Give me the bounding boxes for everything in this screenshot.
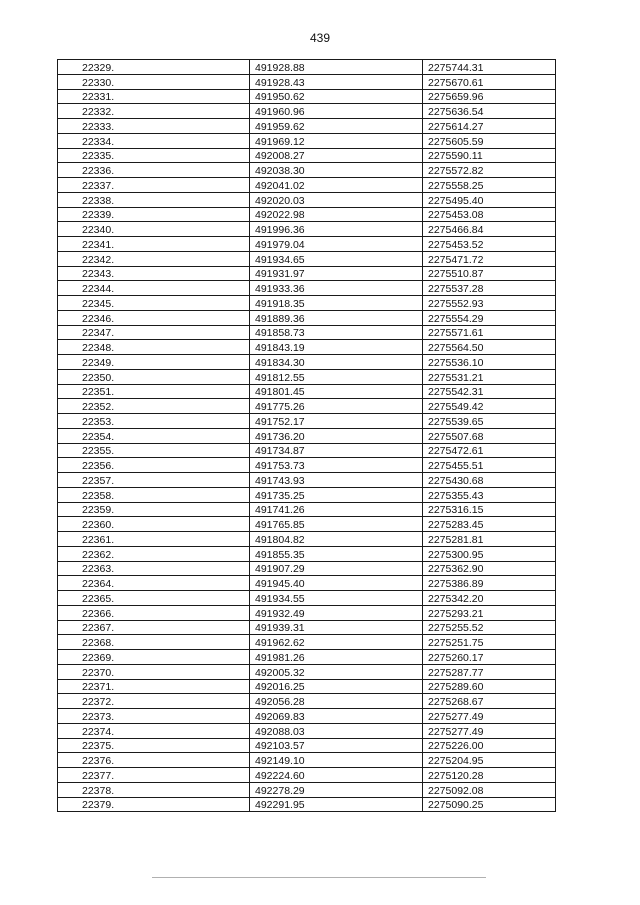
x-coordinate-cell: 491979.04 bbox=[250, 237, 423, 252]
table-row bbox=[58, 192, 556, 207]
point-number-cell: 22356. bbox=[58, 458, 250, 473]
point-number-cell: 22377. bbox=[58, 768, 250, 783]
y-coordinate-cell: 2275659.96 bbox=[423, 89, 556, 104]
x-coordinate-cell: 491743.93 bbox=[250, 473, 423, 488]
y-coordinate-cell: 2275466.84 bbox=[423, 222, 556, 237]
point-number-cell: 22351. bbox=[58, 384, 250, 399]
point-number-cell: 22340. bbox=[58, 222, 250, 237]
table-row bbox=[58, 104, 556, 119]
table-row bbox=[58, 561, 556, 576]
y-coordinate-cell: 2275255.52 bbox=[423, 620, 556, 635]
x-coordinate-cell: 492016.25 bbox=[250, 679, 423, 694]
y-coordinate-cell: 2275670.61 bbox=[423, 74, 556, 89]
point-number-cell: 22330. bbox=[58, 74, 250, 89]
y-coordinate-cell: 2275471.72 bbox=[423, 251, 556, 266]
point-number-cell: 22375. bbox=[58, 738, 250, 753]
y-coordinate-cell: 2275510.87 bbox=[423, 266, 556, 281]
point-number-cell: 22341. bbox=[58, 237, 250, 252]
table-row bbox=[58, 679, 556, 694]
point-number-cell: 22332. bbox=[58, 104, 250, 119]
point-number-cell: 22362. bbox=[58, 546, 250, 561]
point-number-cell: 22339. bbox=[58, 207, 250, 222]
table-row bbox=[58, 753, 556, 768]
table-row bbox=[58, 709, 556, 724]
x-coordinate-cell: 491907.29 bbox=[250, 561, 423, 576]
y-coordinate-cell: 2275554.29 bbox=[423, 310, 556, 325]
y-coordinate-cell: 2275090.25 bbox=[423, 797, 556, 812]
y-coordinate-cell: 2275507.68 bbox=[423, 428, 556, 443]
x-coordinate-cell: 491939.31 bbox=[250, 620, 423, 635]
point-number-cell: 22361. bbox=[58, 532, 250, 547]
table-row bbox=[58, 487, 556, 502]
table-row bbox=[58, 620, 556, 635]
x-coordinate-cell: 491959.62 bbox=[250, 119, 423, 134]
table-row bbox=[58, 768, 556, 783]
table-row bbox=[58, 576, 556, 591]
coordinates-table bbox=[57, 59, 556, 812]
table-row bbox=[58, 178, 556, 193]
y-coordinate-cell: 2275572.82 bbox=[423, 163, 556, 178]
table-row bbox=[58, 738, 556, 753]
table-row bbox=[58, 428, 556, 443]
point-number-cell: 22371. bbox=[58, 679, 250, 694]
point-number-cell: 22369. bbox=[58, 650, 250, 665]
page-number: 439 bbox=[309, 31, 331, 45]
point-number-cell: 22348. bbox=[58, 340, 250, 355]
x-coordinate-cell: 492088.03 bbox=[250, 723, 423, 738]
table-row bbox=[58, 60, 556, 75]
point-number-cell: 22372. bbox=[58, 694, 250, 709]
table-row bbox=[58, 163, 556, 178]
y-coordinate-cell: 2275571.61 bbox=[423, 325, 556, 340]
y-coordinate-cell: 2275092.08 bbox=[423, 782, 556, 797]
y-coordinate-cell: 2275316.15 bbox=[423, 502, 556, 517]
y-coordinate-cell: 2275342.20 bbox=[423, 591, 556, 606]
x-coordinate-cell: 491918.35 bbox=[250, 296, 423, 311]
y-coordinate-cell: 2275549.42 bbox=[423, 399, 556, 414]
point-number-cell: 22360. bbox=[58, 517, 250, 532]
x-coordinate-cell: 492020.03 bbox=[250, 192, 423, 207]
table-row bbox=[58, 546, 556, 561]
y-coordinate-cell: 2275289.60 bbox=[423, 679, 556, 694]
x-coordinate-cell: 491834.30 bbox=[250, 355, 423, 370]
point-number-cell: 22378. bbox=[58, 782, 250, 797]
point-number-cell: 22333. bbox=[58, 119, 250, 134]
point-number-cell: 22357. bbox=[58, 473, 250, 488]
table-row bbox=[58, 473, 556, 488]
point-number-cell: 22370. bbox=[58, 664, 250, 679]
x-coordinate-cell: 491741.26 bbox=[250, 502, 423, 517]
table-row bbox=[58, 591, 556, 606]
table-row bbox=[58, 340, 556, 355]
table-row bbox=[58, 148, 556, 163]
y-coordinate-cell: 2275362.90 bbox=[423, 561, 556, 576]
x-coordinate-cell: 491950.62 bbox=[250, 89, 423, 104]
x-coordinate-cell: 491931.97 bbox=[250, 266, 423, 281]
y-coordinate-cell: 2275386.89 bbox=[423, 576, 556, 591]
point-number-cell: 22364. bbox=[58, 576, 250, 591]
x-coordinate-cell: 491996.36 bbox=[250, 222, 423, 237]
table-row bbox=[58, 207, 556, 222]
point-number-cell: 22358. bbox=[58, 487, 250, 502]
y-coordinate-cell: 2275590.11 bbox=[423, 148, 556, 163]
x-coordinate-cell: 491969.12 bbox=[250, 133, 423, 148]
x-coordinate-cell: 492224.60 bbox=[250, 768, 423, 783]
x-coordinate-cell: 491801.45 bbox=[250, 384, 423, 399]
point-number-cell: 22379. bbox=[58, 797, 250, 812]
x-coordinate-cell: 491933.36 bbox=[250, 281, 423, 296]
y-coordinate-cell: 2275268.67 bbox=[423, 694, 556, 709]
y-coordinate-cell: 2275455.51 bbox=[423, 458, 556, 473]
table-row bbox=[58, 443, 556, 458]
x-coordinate-cell: 492149.10 bbox=[250, 753, 423, 768]
point-number-cell: 22337. bbox=[58, 178, 250, 193]
table-row bbox=[58, 399, 556, 414]
point-number-cell: 22354. bbox=[58, 428, 250, 443]
x-coordinate-cell: 492278.29 bbox=[250, 782, 423, 797]
table-row bbox=[58, 414, 556, 429]
point-number-cell: 22336. bbox=[58, 163, 250, 178]
x-coordinate-cell: 491855.35 bbox=[250, 546, 423, 561]
table-row bbox=[58, 694, 556, 709]
table-row bbox=[58, 635, 556, 650]
table-row bbox=[58, 119, 556, 134]
y-coordinate-cell: 2275564.50 bbox=[423, 340, 556, 355]
y-coordinate-cell: 2275453.08 bbox=[423, 207, 556, 222]
y-coordinate-cell: 2275251.75 bbox=[423, 635, 556, 650]
y-coordinate-cell: 2275531.21 bbox=[423, 369, 556, 384]
point-number-cell: 22363. bbox=[58, 561, 250, 576]
y-coordinate-cell: 2275281.81 bbox=[423, 532, 556, 547]
x-coordinate-cell: 491775.26 bbox=[250, 399, 423, 414]
x-coordinate-cell: 491945.40 bbox=[250, 576, 423, 591]
table-row bbox=[58, 310, 556, 325]
table-row bbox=[58, 532, 556, 547]
y-coordinate-cell: 2275537.28 bbox=[423, 281, 556, 296]
x-coordinate-cell: 492041.02 bbox=[250, 178, 423, 193]
table-row bbox=[58, 782, 556, 797]
table-row bbox=[58, 369, 556, 384]
x-coordinate-cell: 491765.85 bbox=[250, 517, 423, 532]
y-coordinate-cell: 2275636.54 bbox=[423, 104, 556, 119]
table-row bbox=[58, 458, 556, 473]
point-number-cell: 22352. bbox=[58, 399, 250, 414]
table-row bbox=[58, 222, 556, 237]
point-number-cell: 22349. bbox=[58, 355, 250, 370]
x-coordinate-cell: 491928.88 bbox=[250, 60, 423, 75]
point-number-cell: 22365. bbox=[58, 591, 250, 606]
point-number-cell: 22353. bbox=[58, 414, 250, 429]
y-coordinate-cell: 2275495.40 bbox=[423, 192, 556, 207]
y-coordinate-cell: 2275260.17 bbox=[423, 650, 556, 665]
x-coordinate-cell: 492056.28 bbox=[250, 694, 423, 709]
x-coordinate-cell: 491843.19 bbox=[250, 340, 423, 355]
point-number-cell: 22373. bbox=[58, 709, 250, 724]
y-coordinate-cell: 2275430.68 bbox=[423, 473, 556, 488]
point-number-cell: 22335. bbox=[58, 148, 250, 163]
y-coordinate-cell: 2275355.43 bbox=[423, 487, 556, 502]
y-coordinate-cell: 2275472.61 bbox=[423, 443, 556, 458]
table-row bbox=[58, 237, 556, 252]
x-coordinate-cell: 492022.98 bbox=[250, 207, 423, 222]
footer-divider bbox=[152, 877, 486, 878]
table-row bbox=[58, 502, 556, 517]
x-coordinate-cell: 491736.20 bbox=[250, 428, 423, 443]
point-number-cell: 22338. bbox=[58, 192, 250, 207]
y-coordinate-cell: 2275552.93 bbox=[423, 296, 556, 311]
x-coordinate-cell: 491804.82 bbox=[250, 532, 423, 547]
x-coordinate-cell: 492038.30 bbox=[250, 163, 423, 178]
table-row bbox=[58, 281, 556, 296]
y-coordinate-cell: 2275120.28 bbox=[423, 768, 556, 783]
point-number-cell: 22334. bbox=[58, 133, 250, 148]
y-coordinate-cell: 2275204.95 bbox=[423, 753, 556, 768]
point-number-cell: 22366. bbox=[58, 605, 250, 620]
x-coordinate-cell: 491932.49 bbox=[250, 605, 423, 620]
y-coordinate-cell: 2275226.00 bbox=[423, 738, 556, 753]
point-number-cell: 22342. bbox=[58, 251, 250, 266]
x-coordinate-cell: 492008.27 bbox=[250, 148, 423, 163]
table-row bbox=[58, 517, 556, 532]
y-coordinate-cell: 2275283.45 bbox=[423, 517, 556, 532]
y-coordinate-cell: 2275277.49 bbox=[423, 709, 556, 724]
table-row bbox=[58, 296, 556, 311]
x-coordinate-cell: 491752.17 bbox=[250, 414, 423, 429]
x-coordinate-cell: 492291.95 bbox=[250, 797, 423, 812]
point-number-cell: 22345. bbox=[58, 296, 250, 311]
table-row bbox=[58, 251, 556, 266]
x-coordinate-cell: 491981.26 bbox=[250, 650, 423, 665]
point-number-cell: 22359. bbox=[58, 502, 250, 517]
point-number-cell: 22343. bbox=[58, 266, 250, 281]
table-row bbox=[58, 89, 556, 104]
table-row bbox=[58, 325, 556, 340]
y-coordinate-cell: 2275539.65 bbox=[423, 414, 556, 429]
point-number-cell: 22346. bbox=[58, 310, 250, 325]
x-coordinate-cell: 492005.32 bbox=[250, 664, 423, 679]
x-coordinate-cell: 491934.55 bbox=[250, 591, 423, 606]
x-coordinate-cell: 492103.57 bbox=[250, 738, 423, 753]
table-row bbox=[58, 664, 556, 679]
x-coordinate-cell: 491934.65 bbox=[250, 251, 423, 266]
y-coordinate-cell: 2275453.52 bbox=[423, 237, 556, 252]
table-row bbox=[58, 384, 556, 399]
table-row bbox=[58, 355, 556, 370]
point-number-cell: 22347. bbox=[58, 325, 250, 340]
table-row bbox=[58, 605, 556, 620]
table-body bbox=[58, 60, 556, 812]
point-number-cell: 22344. bbox=[58, 281, 250, 296]
table-row bbox=[58, 650, 556, 665]
point-number-cell: 22367. bbox=[58, 620, 250, 635]
y-coordinate-cell: 2275277.49 bbox=[423, 723, 556, 738]
point-number-cell: 22355. bbox=[58, 443, 250, 458]
y-coordinate-cell: 2275558.25 bbox=[423, 178, 556, 193]
table-row bbox=[58, 133, 556, 148]
point-number-cell: 22350. bbox=[58, 369, 250, 384]
table-row bbox=[58, 266, 556, 281]
x-coordinate-cell: 491962.62 bbox=[250, 635, 423, 650]
table-row bbox=[58, 723, 556, 738]
x-coordinate-cell: 492069.83 bbox=[250, 709, 423, 724]
x-coordinate-cell: 491928.43 bbox=[250, 74, 423, 89]
y-coordinate-cell: 2275542.31 bbox=[423, 384, 556, 399]
x-coordinate-cell: 491812.55 bbox=[250, 369, 423, 384]
point-number-cell: 22368. bbox=[58, 635, 250, 650]
y-coordinate-cell: 2275536.10 bbox=[423, 355, 556, 370]
x-coordinate-cell: 491858.73 bbox=[250, 325, 423, 340]
y-coordinate-cell: 2275300.95 bbox=[423, 546, 556, 561]
x-coordinate-cell: 491960.96 bbox=[250, 104, 423, 119]
y-coordinate-cell: 2275287.77 bbox=[423, 664, 556, 679]
x-coordinate-cell: 491753.73 bbox=[250, 458, 423, 473]
x-coordinate-cell: 491734.87 bbox=[250, 443, 423, 458]
y-coordinate-cell: 2275293.21 bbox=[423, 605, 556, 620]
y-coordinate-cell: 2275744.31 bbox=[423, 60, 556, 75]
table-row bbox=[58, 797, 556, 812]
y-coordinate-cell: 2275614.27 bbox=[423, 119, 556, 134]
point-number-cell: 22376. bbox=[58, 753, 250, 768]
point-number-cell: 22374. bbox=[58, 723, 250, 738]
x-coordinate-cell: 491735.25 bbox=[250, 487, 423, 502]
y-coordinate-cell: 2275605.59 bbox=[423, 133, 556, 148]
point-number-cell: 22331. bbox=[58, 89, 250, 104]
x-coordinate-cell: 491889.36 bbox=[250, 310, 423, 325]
point-number-cell: 22329. bbox=[58, 60, 250, 75]
table-row bbox=[58, 74, 556, 89]
